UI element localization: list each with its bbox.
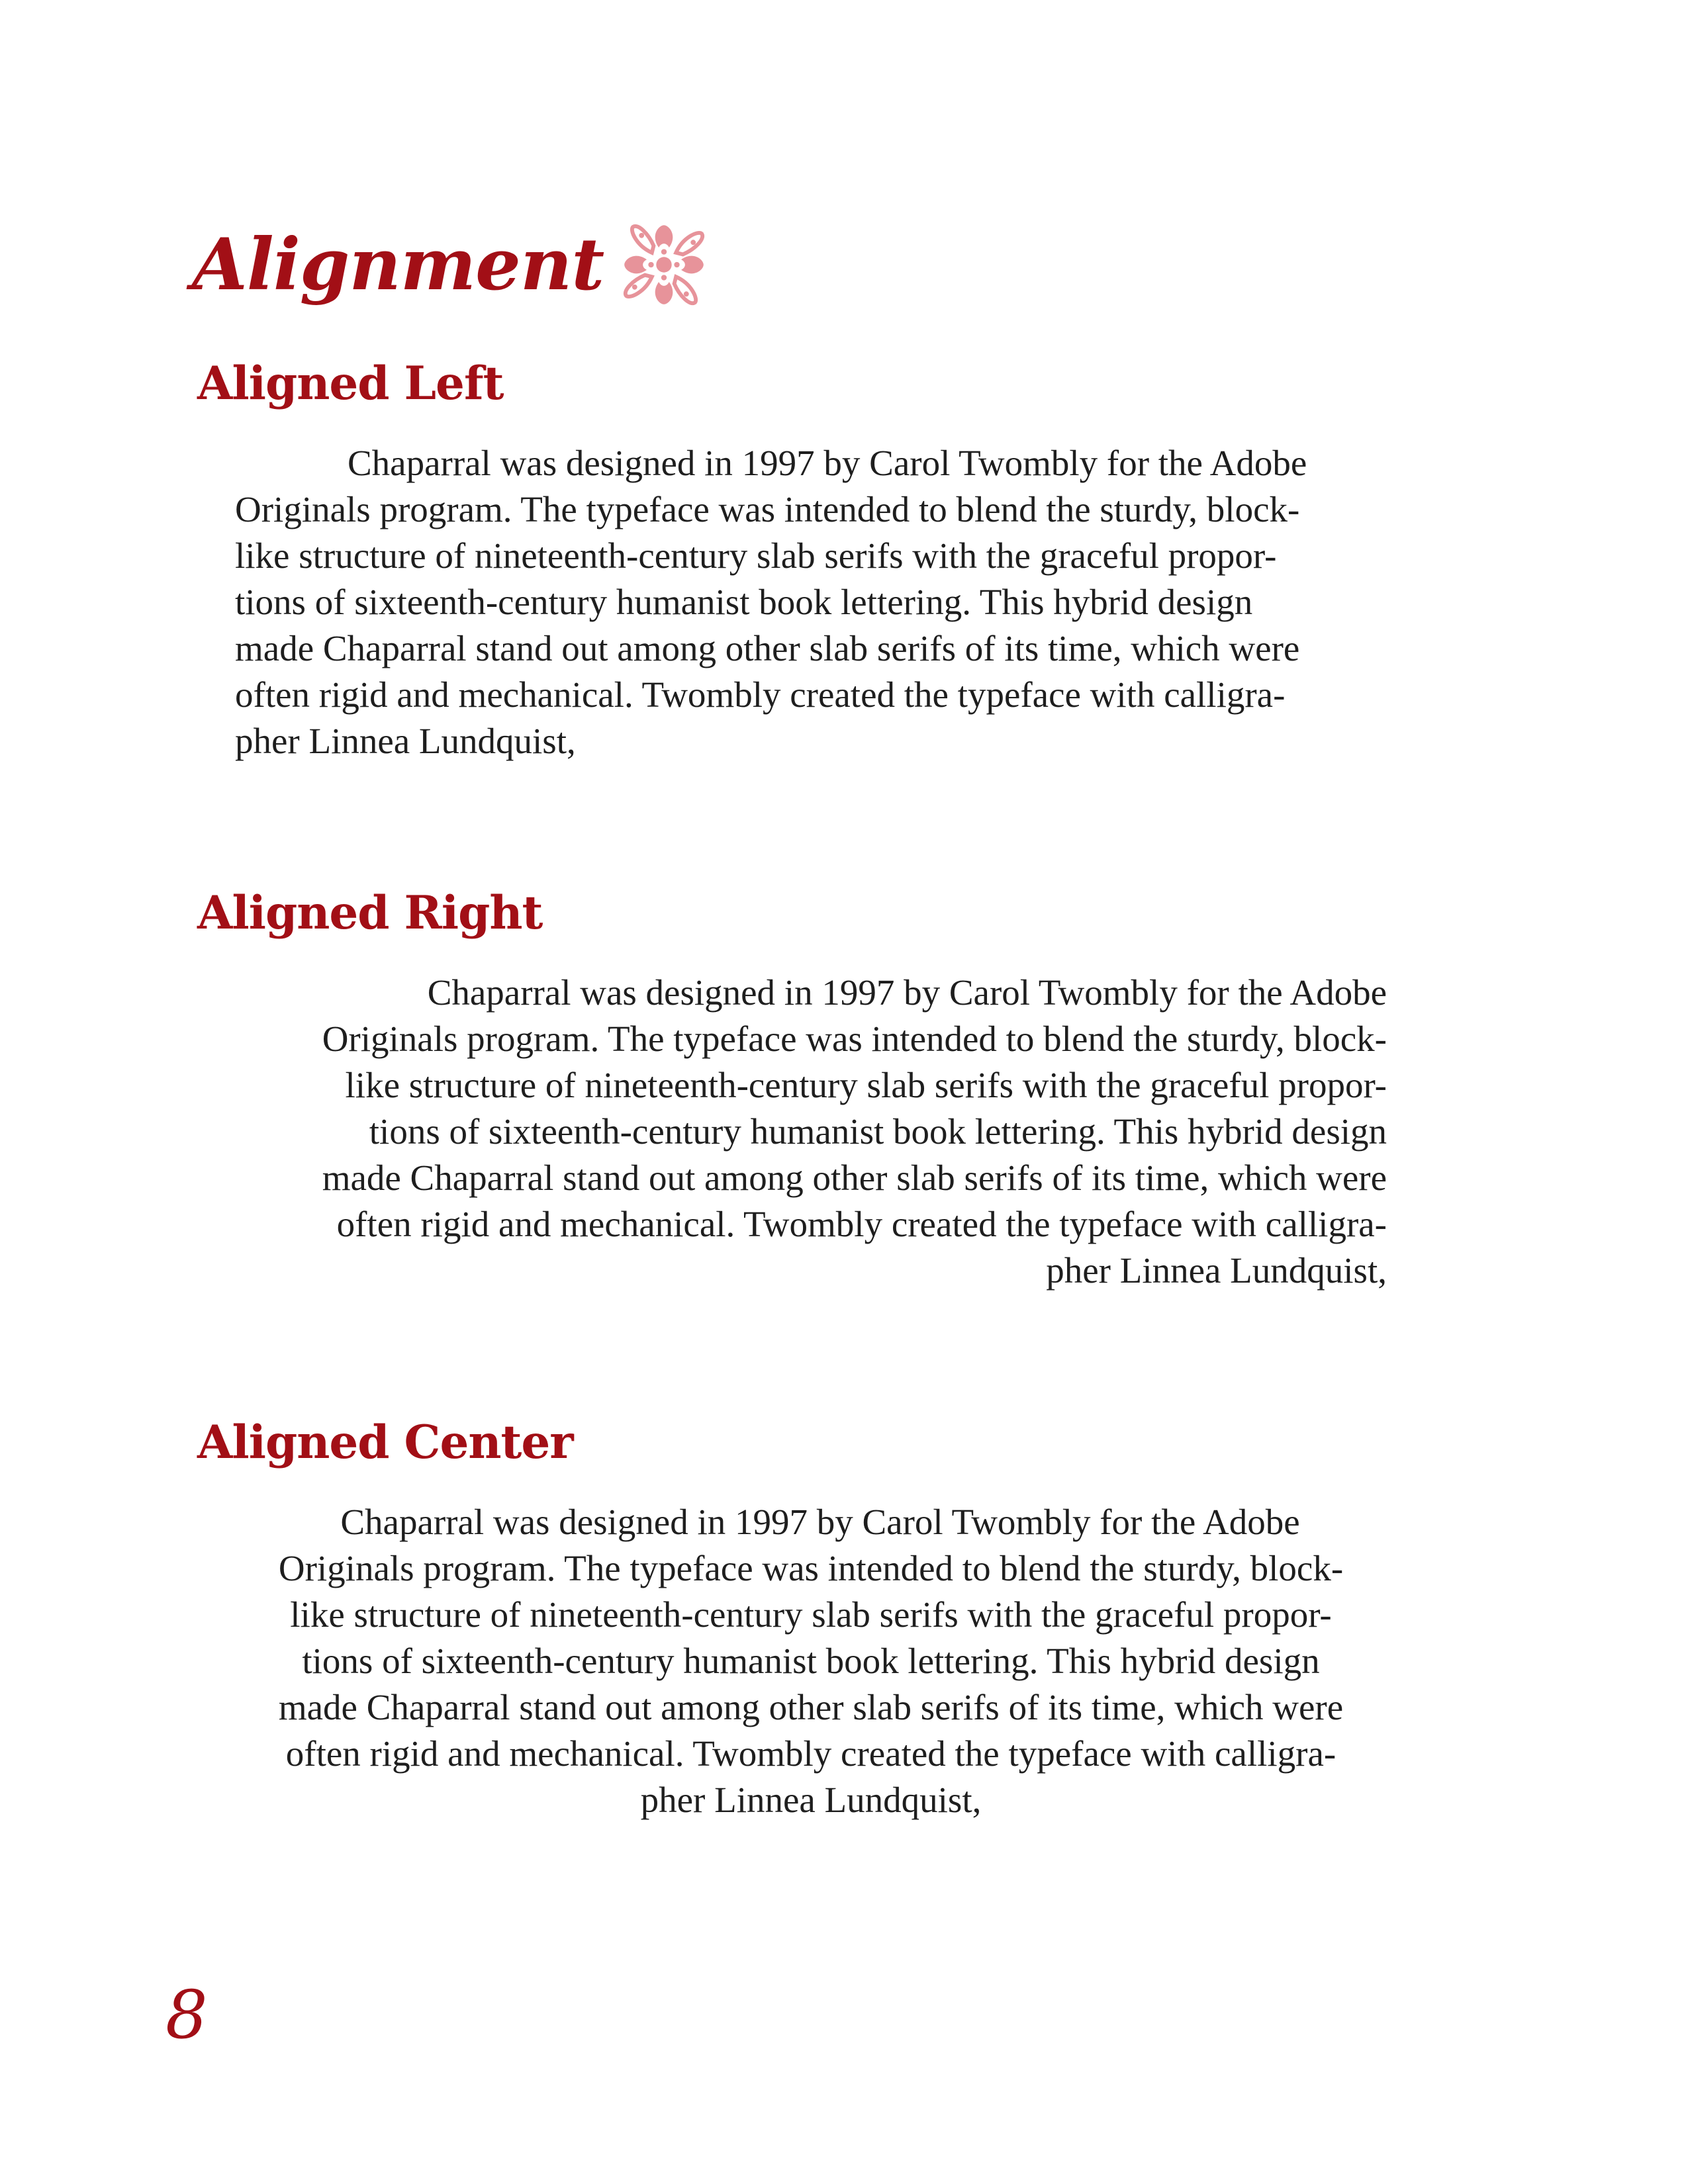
text-line: Originals program. The typeface was intended to blend the sturdy, block- bbox=[322, 1019, 1387, 1059]
text-line: like structure of nineteenth-century slab serifs with the graceful propor- bbox=[290, 1594, 1332, 1635]
page-title: Alignment bbox=[192, 223, 604, 306]
text-line: often rigid and mechanical. Twombly created the typeface with calligra- bbox=[235, 674, 1286, 715]
section-heading-aligned-center: Aligned Center bbox=[197, 1416, 573, 1469]
text-line: made Chaparral stand out among other slab serifs of its time, which were bbox=[322, 1158, 1387, 1198]
text-line: pher Linnea Lundquist, bbox=[235, 721, 576, 761]
text-line: Chaparral was designed in 1997 by Carol Twombly for the Adobe bbox=[340, 1502, 1300, 1542]
text-line: often rigid and mechanical. Twombly created the typeface with calligra- bbox=[285, 1733, 1336, 1774]
paragraph-aligned-left bbox=[235, 440, 1387, 764]
floral-ornament-icon bbox=[621, 222, 707, 308]
text-line: often rigid and mechanical. Twombly created the typeface with calligra- bbox=[336, 1204, 1387, 1244]
text-line: Chaparral was designed in 1997 by Carol Twombly for the Adobe bbox=[348, 443, 1307, 483]
text-line: pher Linnea Lundquist, bbox=[1046, 1250, 1387, 1291]
text-line: pher Linnea Lundquist, bbox=[640, 1780, 982, 1820]
paragraph-aligned-center bbox=[235, 1499, 1387, 1823]
section-heading-aligned-left: Aligned Left bbox=[197, 357, 504, 410]
text-line: tions of sixteenth-century humanist book lettering. This hybrid design bbox=[235, 582, 1253, 622]
text-line: like structure of nineteenth-century slab serifs with the graceful propor- bbox=[345, 1065, 1387, 1105]
page-number: 8 bbox=[165, 1976, 208, 2054]
text-line: made Chaparral stand out among other slab serifs of its time, which were bbox=[278, 1687, 1344, 1727]
section-heading-aligned-right: Aligned Right bbox=[197, 886, 543, 940]
text-line: Originals program. The typeface was intended to blend the sturdy, block- bbox=[235, 489, 1300, 529]
text-line: made Chaparral stand out among other slab serifs of its time, which were bbox=[235, 628, 1300, 668]
text-line: Chaparral was designed in 1997 by Carol Twombly for the Adobe bbox=[427, 972, 1387, 1013]
page-title-row bbox=[192, 218, 707, 311]
paragraph-aligned-right bbox=[235, 970, 1387, 1294]
text-line: tions of sixteenth-century humanist book lettering. This hybrid design bbox=[369, 1111, 1387, 1152]
text-line: like structure of nineteenth-century slab serifs with the graceful propor- bbox=[235, 535, 1277, 576]
text-line: tions of sixteenth-century humanist book lettering. This hybrid design bbox=[302, 1641, 1320, 1681]
text-line: Originals program. The typeface was intended to blend the sturdy, block- bbox=[278, 1548, 1344, 1588]
